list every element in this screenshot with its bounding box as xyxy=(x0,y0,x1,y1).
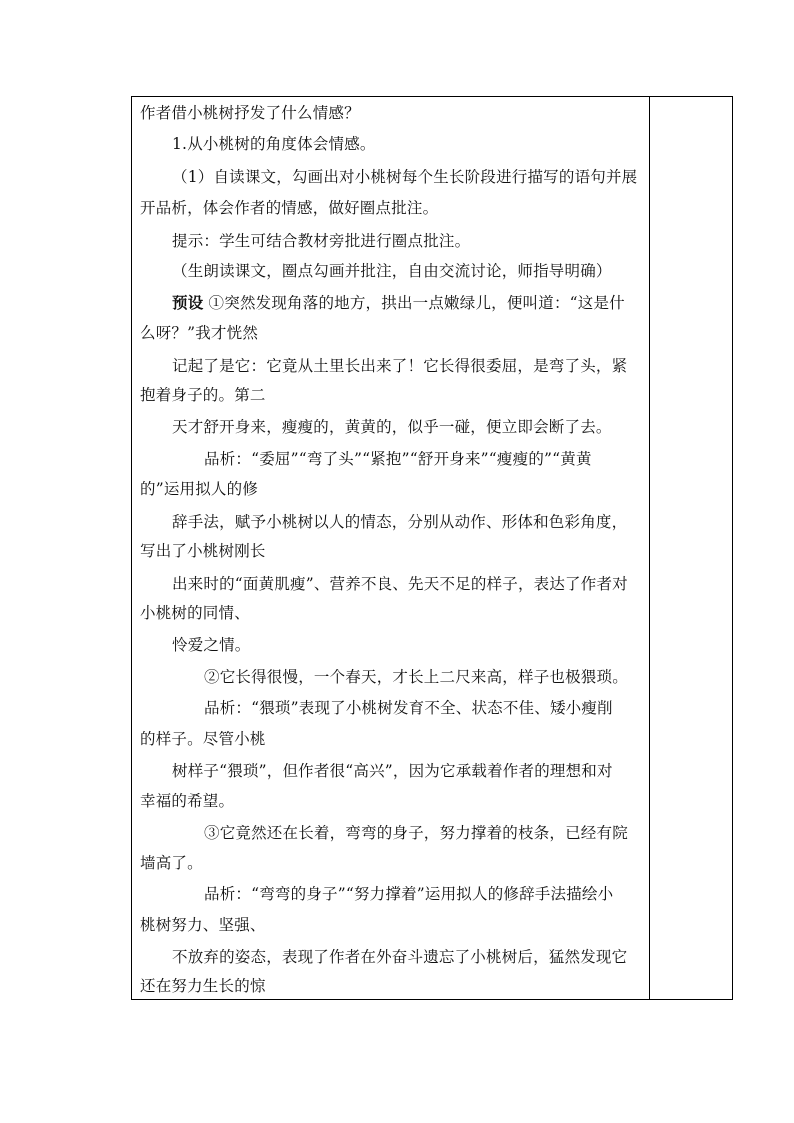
text-line: 不放弃的姿态，表现了作者在外奋斗遗忘了小桃树后，猛然发现它 xyxy=(172,948,628,966)
analysis-line: 品析：“弯弯的身子”“努力撑着”运用拟人的修辞手法描绘小 xyxy=(204,885,614,903)
hint-line: 提示：学生可结合教材旁批进行圈点批注。 xyxy=(172,232,471,250)
text-line: 树样子“猥琐”，但作者很“高兴”，因为它承载着作者的理想和对 xyxy=(172,762,613,780)
text-line: 的”运用拟人的修 xyxy=(140,480,259,498)
text-line: 辞手法，赋予小桃树以人的情态，分别从动作、形体和色彩角度， xyxy=(172,513,628,531)
question-line: 作者借小桃树抒发了什么情感？ xyxy=(140,104,360,122)
text-line: 抱着身子的。第二 xyxy=(140,386,266,404)
preset-text: ①突然发现角落的地方，拱出一点嫩绿儿，便叫道：“这是什 xyxy=(208,294,625,312)
analysis-line: 品析：“猥琐”表现了小桃树发育不全、状态不佳、矮小瘦削 xyxy=(204,699,613,717)
example-line: ②它长得很慢，一个春天，才长上二尺来高，样子也极猥琐。 xyxy=(204,668,628,686)
text-line: 小桃树的同情、 xyxy=(140,604,250,622)
text-line: 开品析，体会作者的情感，做好圈点批注。 xyxy=(140,199,439,217)
text-line: 桃树努力、坚强、 xyxy=(140,916,266,934)
text-line: 记起了是它：它竟从土里长出来了！它长得很委屈，是弯了头，紧 xyxy=(172,357,628,375)
text-line: 的样子。尽管小桃 xyxy=(140,730,266,748)
analysis-line: 品析：“委屈”“弯了头”“紧抱”“舒开身来”“瘦瘦的”“黄黄 xyxy=(204,450,592,468)
text-line: 么呀？”我才恍然 xyxy=(140,324,259,342)
text-line: 怜爱之情。 xyxy=(172,636,251,654)
lesson-table xyxy=(131,96,733,1000)
text-line: 写出了小桃树刚长 xyxy=(140,542,266,560)
activity-note: （生朗读课文，圈点勾画并批注，自由交流讨论，师指导明确） xyxy=(172,262,612,280)
preset-line xyxy=(172,293,678,313)
text-line: （1）自读课文，勾画出对小桃树每个生长阶段进行描写的语句并展 xyxy=(172,168,638,186)
text-line: 墙高了。 xyxy=(140,854,203,872)
text-line: 出来时的“面黄肌瘦”、营养不良、先天不足的样子，表达了作者对 xyxy=(172,575,628,593)
preset-label: 预设 xyxy=(172,293,204,312)
example-line: ③它竟然还在长着，弯弯的身子，努力撑着的枝条，已经有院 xyxy=(204,824,628,842)
text-line: 天才舒开身来，瘦瘦的，黄黄的，似乎一碰，便立即会断了去。 xyxy=(172,418,612,436)
step-heading: 1.从小桃树的角度体会情感。 xyxy=(172,135,376,153)
text-line: 还在努力生长的惊 xyxy=(140,977,266,995)
text-line: 幸福的希望。 xyxy=(140,792,235,810)
